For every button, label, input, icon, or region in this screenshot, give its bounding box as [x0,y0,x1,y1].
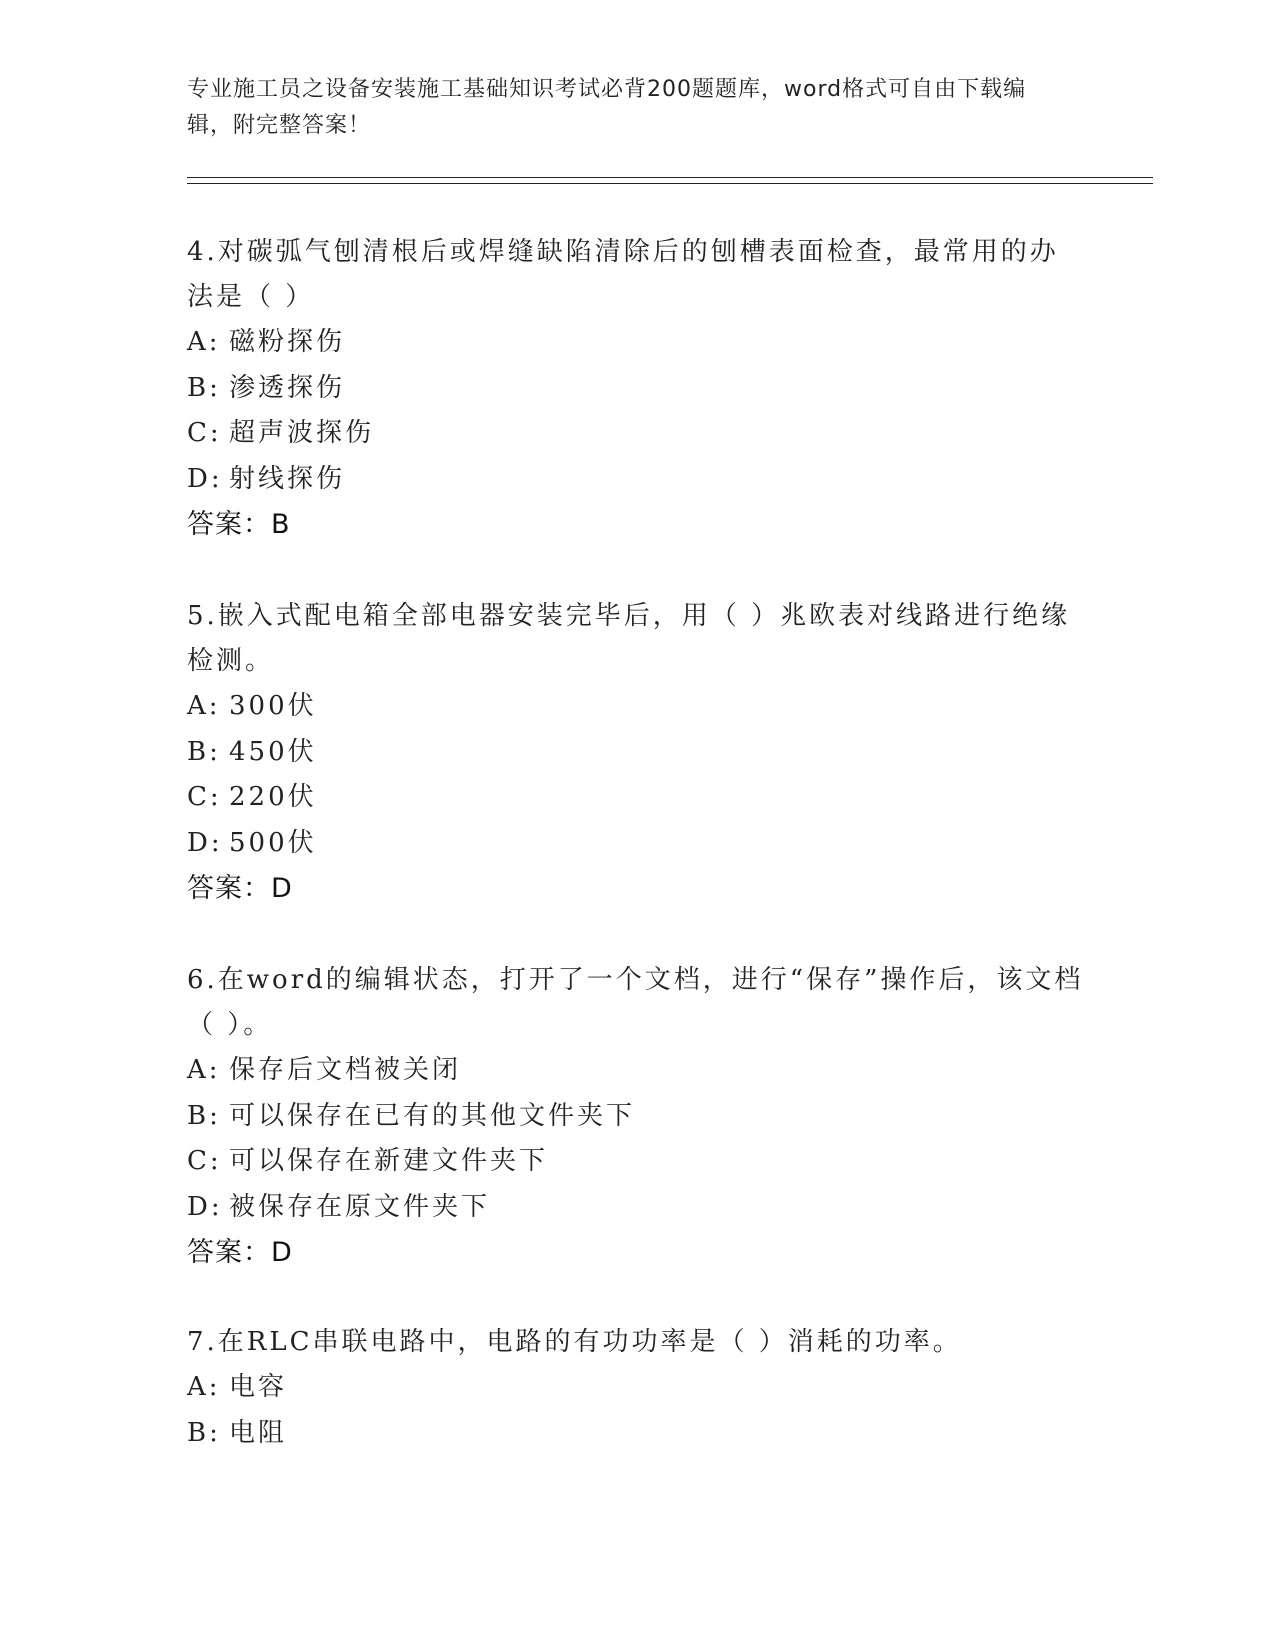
option-key: B: [187,1100,221,1131]
option-key: C: [187,782,222,812]
question-6 [187,958,1087,1276]
answer: 答案：D [187,873,293,904]
question-stem: 7.在RLC串联电路中，电路的有功功率是（ ）消耗的功率。 [187,1327,962,1357]
question-7 [187,1320,1087,1456]
option-key: A: [187,1372,221,1402]
option-text: 450伏 [229,736,317,767]
option-key: B: [187,1417,221,1448]
option-text: 电容 [229,1372,288,1402]
option-text: 可以保存在新建文件夹下 [229,1146,549,1176]
option-d [187,457,1087,503]
option-key: D: [187,463,223,494]
option-text: 被保存在原文件夹下 [229,1191,491,1222]
option-key: A: [187,1055,221,1085]
answer: 答案：D [187,1237,293,1268]
option-text: 220伏 [229,782,317,812]
option-a [187,684,1087,730]
option-key: B: [187,736,221,767]
option-text: 500伏 [229,827,317,858]
option-b [187,730,1087,776]
option-c [187,775,1087,821]
question-4 [187,230,1087,548]
option-text: 渗透探伤 [229,372,346,403]
option-text: 超声波探伤 [229,418,375,448]
option-key: C: [187,418,222,448]
option-d [187,821,1087,867]
question-stem: 4.对碳弧气刨清根后或焊缝缺陷清除后的刨槽表面检查，最常用的办法是（ ） [187,237,1059,312]
document-header: 专业施工员之设备安装施工基础知识考试必背200题题库，word格式可自由下载编辑，附完整答案！ [187,77,1027,138]
option-c [187,411,1087,457]
header-divider-top [187,177,1153,178]
option-key: A: [187,691,221,721]
answer: 答案：B [187,509,291,540]
option-key: A: [187,327,221,357]
option-text: 磁粉探伤 [229,327,346,357]
option-a [187,320,1087,366]
question-stem: 5.嵌入式配电箱全部电器安装完毕后，用（ ）兆欧表对线路进行绝缘检测。 [187,601,1071,676]
option-text: 300伏 [229,691,317,721]
option-key: D: [187,1191,223,1222]
option-text: 保存后文档被关闭 [229,1055,462,1085]
option-b [187,366,1087,412]
option-text: 电阻 [229,1417,288,1448]
option-text: 射线探伤 [229,463,346,494]
option-a [187,1365,1087,1411]
option-b [187,1094,1087,1140]
option-a [187,1048,1087,1094]
option-c [187,1139,1087,1185]
question-5 [187,594,1087,912]
option-key: D: [187,827,223,858]
option-d [187,1185,1087,1231]
option-key: B: [187,372,221,403]
option-b [187,1411,1087,1457]
option-text: 可以保存在已有的其他文件夹下 [229,1100,636,1131]
header-divider-bottom [187,183,1153,184]
question-stem: 6.在word的编辑状态，打开了一个文档，进行“保存”操作后，该文档（ ）。 [187,965,1084,1040]
option-key: C: [187,1146,222,1176]
